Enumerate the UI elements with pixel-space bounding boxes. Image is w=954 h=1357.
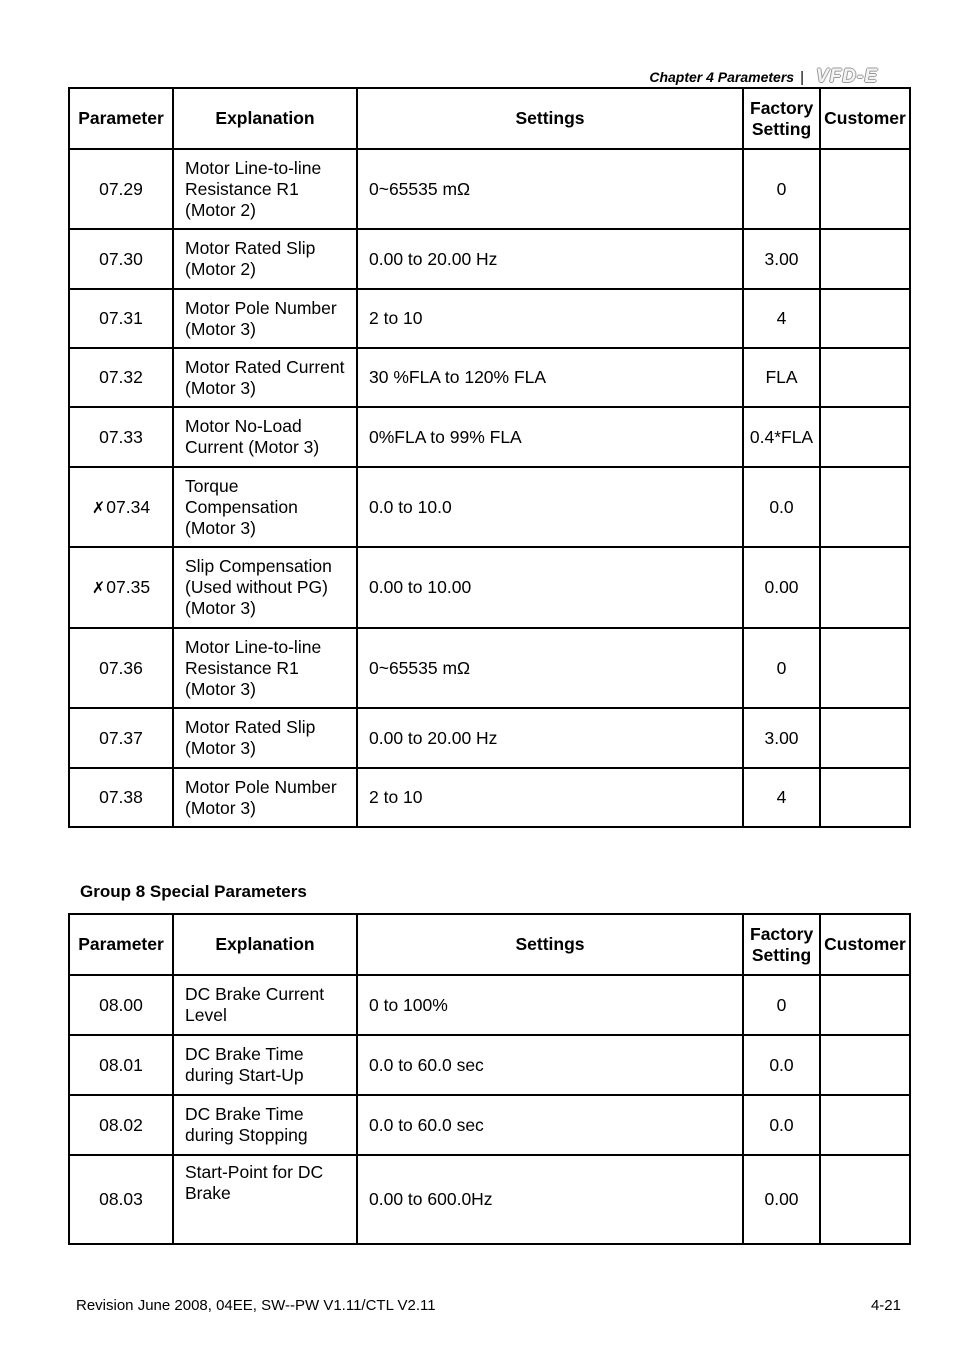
- param-settings: 0.00 to 600.0Hz: [357, 1155, 743, 1244]
- param-customer: [820, 407, 910, 467]
- col-parameter: Parameter: [69, 88, 173, 149]
- param-settings: 0.00 to 20.00 Hz: [357, 708, 743, 768]
- param-factory: 0.0: [743, 467, 820, 547]
- param-settings: 30 %FLA to 120% FLA: [357, 348, 743, 407]
- param-customer: [820, 628, 910, 708]
- table-row: [69, 348, 910, 407]
- param-settings: 0%FLA to 99% FLA: [357, 407, 743, 467]
- param-explanation: Motor Line-to-line Resistance R1 (Motor 2): [173, 149, 357, 229]
- param-settings: 2 to 10: [357, 289, 743, 348]
- param-number: 07.32: [69, 348, 173, 407]
- param-customer: [820, 975, 910, 1035]
- logo-text: VFD-E: [816, 66, 878, 87]
- table-row: [69, 467, 910, 547]
- param-number: 08.01: [69, 1035, 173, 1095]
- param-explanation: Motor Rated Slip (Motor 2): [173, 229, 357, 289]
- revision-text: Revision June 2008, 04EE, SW--PW V1.11/CTL V2.11: [76, 1297, 436, 1314]
- page-footer: [76, 1297, 901, 1314]
- table-row: [69, 149, 910, 229]
- param-factory: 0.4*FLA: [743, 407, 820, 467]
- col-factory-setting: Factory Setting: [743, 88, 820, 149]
- param-customer: [820, 289, 910, 348]
- param-explanation: Motor Rated Slip (Motor 3): [173, 708, 357, 768]
- param-settings: 2 to 10: [357, 768, 743, 827]
- section-title-group8: Group 8 Special Parameters: [80, 882, 307, 901]
- table-row: [69, 1035, 910, 1095]
- param-settings: 0 to 100%: [357, 975, 743, 1035]
- param-number: 08.03: [69, 1155, 173, 1244]
- table-row: [69, 407, 910, 467]
- param-explanation: DC Brake Time during Stopping: [173, 1095, 357, 1155]
- chapter-title: Chapter 4 Parameters: [649, 69, 795, 85]
- param-settings: 0.00 to 10.00: [357, 547, 743, 628]
- col-settings: Settings: [357, 88, 743, 149]
- col-factory-setting: Factory Setting: [743, 914, 820, 975]
- param-customer: [820, 1155, 910, 1244]
- param-number: 07.37: [69, 708, 173, 768]
- param-explanation: Motor No-Load Current (Motor 3): [173, 407, 357, 467]
- table-row: [69, 1095, 910, 1155]
- page-number: 4-21: [870, 1297, 901, 1314]
- param-explanation: DC Brake Current Level: [173, 975, 357, 1035]
- table-row: [69, 768, 910, 827]
- param-factory: 0.0: [743, 1035, 820, 1095]
- param-number: 07.38: [69, 768, 173, 827]
- table-header-row: [69, 914, 910, 975]
- parameter-table-group8: [68, 913, 911, 1245]
- table-header-row: [69, 88, 910, 149]
- param-number: ✗07.34: [69, 467, 173, 547]
- param-number: 07.33: [69, 407, 173, 467]
- param-settings: 0.0 to 60.0 sec: [357, 1035, 743, 1095]
- table-row: [69, 547, 910, 628]
- param-explanation: Motor Pole Number (Motor 3): [173, 768, 357, 827]
- param-number: 08.00: [69, 975, 173, 1035]
- param-customer: [820, 768, 910, 827]
- param-number: 08.02: [69, 1095, 173, 1155]
- param-factory: 0.0: [743, 1095, 820, 1155]
- param-number: 07.31: [69, 289, 173, 348]
- param-explanation: Start-Point for DC Brake: [173, 1155, 357, 1244]
- param-factory: 4: [743, 768, 820, 827]
- param-explanation: Torque Compensation (Motor 3): [173, 467, 357, 547]
- param-customer: [820, 1095, 910, 1155]
- param-settings: 0~65535 mΩ: [357, 628, 743, 708]
- param-factory: 0: [743, 149, 820, 229]
- col-explanation: Explanation: [173, 88, 357, 149]
- param-customer: [820, 229, 910, 289]
- param-customer: [820, 348, 910, 407]
- param-explanation: Slip Compensation (Used without PG) (Motor 3): [173, 547, 357, 628]
- table-row: [69, 1155, 910, 1244]
- param-customer: [820, 1035, 910, 1095]
- param-settings: 0.0 to 60.0 sec: [357, 1095, 743, 1155]
- param-factory: 0: [743, 975, 820, 1035]
- param-explanation: DC Brake Time during Start-Up: [173, 1035, 357, 1095]
- param-factory: 3.00: [743, 229, 820, 289]
- table-row: [69, 628, 910, 708]
- table-row: [69, 289, 910, 348]
- run-change-mark-icon: ✗: [91, 580, 106, 597]
- param-settings: 0.00 to 20.00 Hz: [357, 229, 743, 289]
- col-parameter: Parameter: [69, 914, 173, 975]
- param-factory: 3.00: [743, 708, 820, 768]
- param-factory: 0.00: [743, 547, 820, 628]
- vfd-e-logo: [816, 68, 884, 86]
- param-explanation: Motor Rated Current (Motor 3): [173, 348, 357, 407]
- header-separator: |: [800, 68, 804, 86]
- table-row: [69, 708, 910, 768]
- param-factory: 4: [743, 289, 820, 348]
- table-row: [69, 229, 910, 289]
- col-customer: Customer: [820, 914, 910, 975]
- param-number: 07.30: [69, 229, 173, 289]
- param-customer: [820, 708, 910, 768]
- param-number: 07.36: [69, 628, 173, 708]
- param-factory: 0: [743, 628, 820, 708]
- param-customer: [820, 547, 910, 628]
- page-header: [649, 66, 884, 88]
- param-explanation: Motor Pole Number (Motor 3): [173, 289, 357, 348]
- param-explanation: Motor Line-to-line Resistance R1 (Motor 3): [173, 628, 357, 708]
- param-factory: FLA: [743, 348, 820, 407]
- col-settings: Settings: [357, 914, 743, 975]
- col-explanation: Explanation: [173, 914, 357, 975]
- run-change-mark-icon: ✗: [91, 499, 106, 517]
- param-settings: 0~65535 mΩ: [357, 149, 743, 229]
- col-customer: Customer: [820, 88, 910, 149]
- param-customer: [820, 467, 910, 547]
- param-customer: [820, 149, 910, 229]
- parameter-table-group7: [68, 87, 911, 828]
- table-row: [69, 975, 910, 1035]
- param-number: ✗07.35: [69, 547, 173, 628]
- param-settings: 0.0 to 10.0: [357, 467, 743, 547]
- param-factory: 0.00: [743, 1155, 820, 1244]
- param-number: 07.29: [69, 149, 173, 229]
